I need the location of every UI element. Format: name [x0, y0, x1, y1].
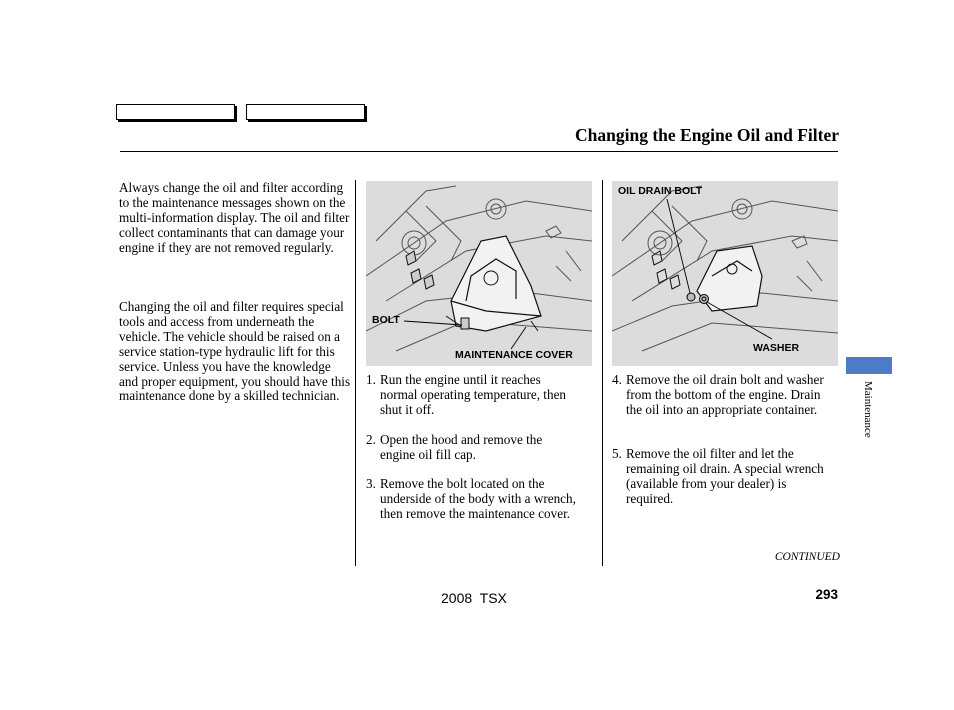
column-divider-right [602, 180, 603, 566]
step-3 [366, 477, 580, 522]
side-tab-label: Maintenance [862, 381, 874, 438]
column-divider-left [355, 180, 356, 566]
step-text: Run the engine until it reaches normal operating temperature, then shut it off. [380, 372, 567, 417]
label-maintenance-cover: MAINTENANCE COVER [455, 349, 573, 361]
nav-button-next[interactable] [246, 104, 365, 120]
intro-paragraph-1: Always change the oil and filter according to the maintenance messages shown on the multi-information display. The oil and filter collect contaminants that can damage your engine if they are not removed regularly. [119, 180, 350, 255]
label-washer: WASHER [753, 342, 800, 354]
page-title: Changing the Engine Oil and Filter [575, 125, 839, 145]
side-tab-marker [846, 357, 892, 374]
figure-oil-drain-bolt [612, 181, 838, 366]
step-number: 2. [366, 432, 376, 447]
label-bolt: BOLT [372, 314, 400, 326]
step-text: Open the hood and remove the engine oil fill cap. [380, 432, 543, 462]
continued-note: CONTINUED [774, 551, 840, 563]
step-number: 1. [366, 372, 376, 387]
step-text: Remove the oil drain bolt and washer from the bottom of the engine. Drain the oil into an appropriate container. [626, 372, 824, 417]
step-number: 3. [366, 476, 376, 491]
page-number: 293 [815, 587, 838, 602]
label-oil-drain-bolt: OIL DRAIN BOLT [618, 185, 703, 197]
step-number: 5. [612, 446, 622, 461]
nav-button-previous[interactable] [116, 104, 235, 120]
step-5 [612, 447, 828, 507]
step-number: 4. [612, 372, 622, 387]
step-text: Remove the bolt located on the underside of the body with a wrench, then remove the maintenance cover. [380, 476, 576, 521]
step-text: Remove the oil filter and let the remaining oil drain. A special wrench (available from your dealer) is required. [626, 446, 824, 506]
intro-paragraph-2: Changing the oil and filter requires special tools and access from underneath the vehicle. The vehicle should be raised on a service station-type hydraulic lift for this service. Unless you have the knowledge and proper equipment, you should have this maintenance done by a skilled technician. [119, 299, 351, 404]
footer-model: 2008 TSX [441, 590, 507, 606]
step-2 [366, 433, 580, 463]
title-divider [120, 151, 838, 152]
oil-drain-bolt-illustration [612, 181, 838, 366]
figure-maintenance-cover [366, 181, 592, 366]
step-4 [612, 373, 828, 418]
step-1 [366, 373, 580, 418]
maintenance-cover-illustration [366, 181, 592, 366]
